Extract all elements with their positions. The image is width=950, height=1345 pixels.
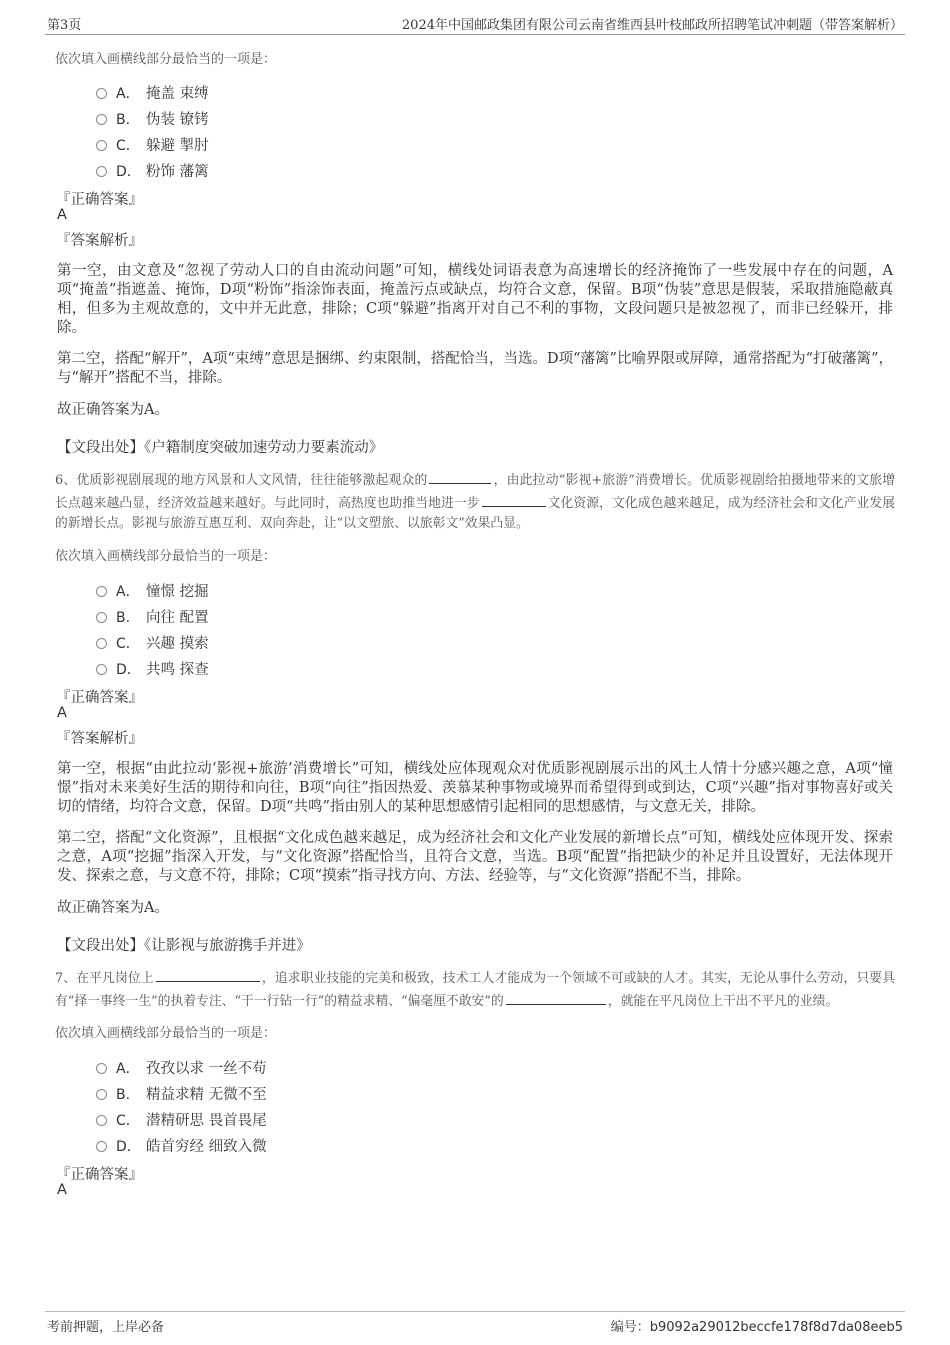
radio-icon[interactable] bbox=[96, 586, 107, 597]
option-d[interactable]: D． 共鸣 探查 bbox=[96, 658, 209, 678]
footer-slogan: 考前押题，上岸必备 bbox=[47, 1320, 165, 1335]
analysis-label: 『答案解析』 bbox=[56, 233, 143, 249]
radio-icon[interactable] bbox=[96, 1141, 107, 1152]
document-title: 2024年中国邮政集团有限公司云南省维西县叶枝邮政所招聘笔试冲刺题（带答案解析） bbox=[401, 18, 903, 33]
radio-icon[interactable] bbox=[96, 1115, 107, 1126]
radio-icon[interactable] bbox=[96, 166, 107, 177]
answer-value: A bbox=[57, 705, 67, 721]
radio-icon[interactable] bbox=[96, 1063, 107, 1074]
option-b[interactable]: B. 向往 配置 bbox=[96, 606, 209, 626]
page-number: 第3页 bbox=[47, 18, 82, 33]
analysis-paragraph: 第二空，搭配“解开”，A项“束缚”意思是捆绑、约束限制，搭配恰当，当选。D项“藩篱”比喻界限或屏障，通常搭配为“打破藩篱”，与“解开”搭配不当，排除。 bbox=[57, 351, 893, 386]
answer-label: 『正确答案』 bbox=[56, 192, 143, 208]
option-a[interactable]: A． 孜孜以求 一丝不苟 bbox=[96, 1057, 267, 1077]
radio-icon[interactable] bbox=[96, 88, 107, 99]
source-citation: 【文段出处】《让影视与旅游携手并进》 bbox=[57, 938, 311, 954]
option-a[interactable]: A． 掩盖 束缚 bbox=[96, 82, 209, 102]
analysis-paragraph: 第一空，由文意及“忽视了劳动人口的自由流动问题”可知，横线处词语表意为高速增长的经济掩饰了一些发展中存在的问题，A项“掩盖”指遮盖、掩饰，D项“粉饰”指涂饰表面，掩盖污点或缺点，均符合文意，保留。B项“伪装”意思是假装，采取措施隐蔽真相，但多为主观故意的，文中并无此意，排除；C项“躲避”指离开对自己不利的事物，文段问题只是被忽视了，而非已经躲开，排除。 bbox=[57, 263, 893, 336]
analysis-label: 『答案解析』 bbox=[56, 731, 143, 747]
question-prompt: 依次填入画横线部分最恰当的一项是： bbox=[55, 1026, 277, 1041]
analysis-paragraph: 第二空，搭配“文化资源”，且根据“文化成色越来越足，成为经济社会和文化产业发展的新增长点”可知，横线处应体现开发、探索之意，A项“挖掘”指深入开发，与“文化资源”搭配恰当，且符合文意，当选。B项“配置”指把缺少的补足并且设置好，无法体现开发、探索之意，与文意不符，排除；C项“摸索”指寻找方向、方法、经验等，与“文化资源”搭配不当，排除。 bbox=[57, 830, 893, 884]
answer-blank bbox=[482, 492, 546, 507]
option-b[interactable]: B. 伪装 镣铐 bbox=[96, 108, 209, 128]
analysis-conclusion: 故正确答案为A。 bbox=[57, 900, 169, 916]
option-c[interactable]: C． 潜精研思 畏首畏尾 bbox=[96, 1109, 267, 1129]
option-a[interactable]: A． 憧憬 挖掘 bbox=[96, 580, 209, 600]
analysis-paragraph: 第一空，根据“由此拉动‘影视+旅游’消费增长”可知，横线处应体现观众对优质影视剧展示出的风土人情十分感兴趣之意，A项“憧憬”指对未来美好生活的期待和向往，B项“向往”指因热爱、羡慕某种事物或境界而希望得到或到达，C项“兴趣”指对事物喜好或关切的情绪，均符合文意，保留。D项“共鸣”指由别人的某种思想感情引起相同的思想感情，与文意无关，排除。 bbox=[57, 761, 893, 815]
question-6-text: 6、优质影视剧展现的地方风景和人文风情，往往能够激起观众的 ，由此拉动“影视+旅游”消费增长。优质影视剧给拍摄地带来的文旅增长点越来越凸显，经济效益越来越好。与此同时，高热度也助推当地进一步 文化资源，文化成色越来越足，成为经济社会和文化产业发展的新增长点。影视与旅游互惠互利、双向奔赴，让“以文塑旅、以旅彰文”效果凸显。 bbox=[55, 469, 895, 535]
option-d[interactable]: D． 粉饰 藩篱 bbox=[96, 160, 209, 180]
question-prompt: 依次填入画横线部分最恰当的一项是： bbox=[55, 549, 277, 564]
option-d[interactable]: D． 皓首穷经 细致入微 bbox=[96, 1135, 267, 1155]
option-c[interactable]: C． 兴趣 摸索 bbox=[96, 632, 209, 652]
option-c[interactable]: C． 躲避 掣肘 bbox=[96, 134, 209, 154]
question-7-text: 7、在平凡岗位上 ，追求职业技能的完美和极致，技术工人才能成为一个领域不可或缺的人才。其实，无论从事什么劳动，只要具有“择一事终一生”的执着专注、“干一行钻一行”的精益求精、“偏毫厘不敢安”的 ，就能在平凡岗位上干出不平凡的业绩。 bbox=[55, 967, 895, 1012]
option-b[interactable]: B. 精益求精 无微不至 bbox=[96, 1083, 267, 1103]
answer-value: A bbox=[57, 207, 67, 223]
source-citation: 【文段出处】《户籍制度突破加速劳动力要素流动》 bbox=[57, 440, 384, 456]
page-footer bbox=[45, 1311, 905, 1334]
answer-blank bbox=[506, 990, 606, 1005]
answer-value: A bbox=[57, 1182, 67, 1198]
answer-label: 『正确答案』 bbox=[56, 1167, 143, 1183]
question-prompt: 依次填入画横线部分最恰当的一项是： bbox=[55, 52, 277, 67]
radio-icon[interactable] bbox=[96, 612, 107, 623]
radio-icon[interactable] bbox=[96, 638, 107, 649]
radio-icon[interactable] bbox=[96, 140, 107, 151]
page-header bbox=[45, 14, 905, 35]
document-code: 编号：b9092a29012beccfe178f8d7da08eeb5 bbox=[610, 1320, 903, 1335]
answer-label: 『正确答案』 bbox=[56, 690, 143, 706]
radio-icon[interactable] bbox=[96, 114, 107, 125]
radio-icon[interactable] bbox=[96, 664, 107, 675]
answer-blank bbox=[156, 967, 260, 982]
radio-icon[interactable] bbox=[96, 1089, 107, 1100]
analysis-conclusion: 故正确答案为A。 bbox=[57, 402, 169, 418]
answer-blank bbox=[429, 469, 491, 484]
